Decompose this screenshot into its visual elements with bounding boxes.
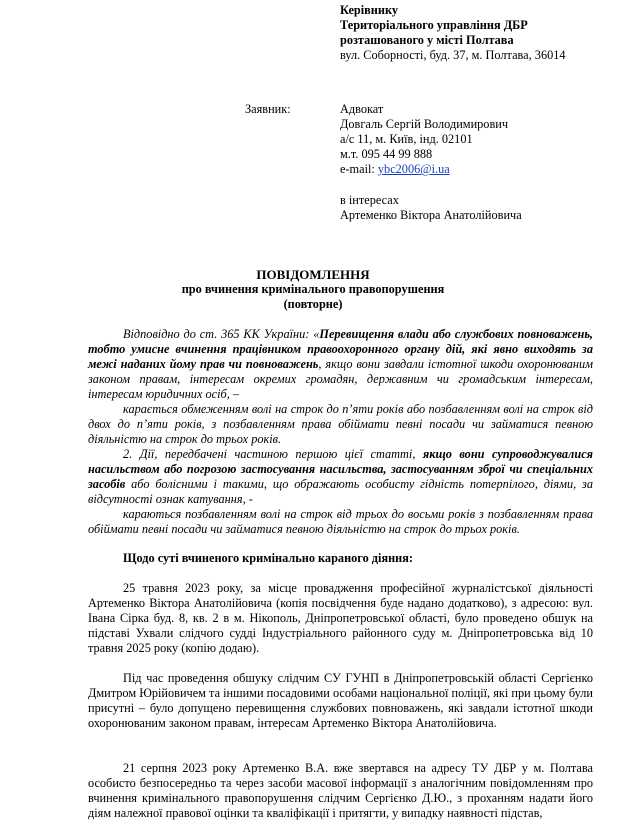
document-title: ПОВІДОМЛЕННЯ — [256, 267, 370, 282]
addressee-line: розташованого у місті Полтава — [340, 33, 514, 47]
section-heading: Щодо суті вчиненого кримінально караного діяння: — [123, 551, 414, 565]
applicant-block — [340, 102, 620, 223]
section-paragraph — [88, 761, 593, 821]
email-link[interactable]: ybc2006@i.ua — [377, 162, 450, 176]
client-name: Артеменко Віктора Анатолійовича — [340, 208, 522, 222]
law-text: , якщо вони завдали істотної шкоди охоронюваним законом правам, інтересам окремих громадян, державним чи громадським інтересам, інтересам юридичних осіб, – — [88, 357, 593, 401]
applicant-name: Довгаль Сергій Володимирович — [340, 117, 509, 131]
applicant-phone: м.т. 095 44 99 888 — [340, 147, 433, 161]
law-paragraph: карається обмеженням волі на строк до п’яти років або позбавленням волі на строк від двох до п’яти років, з позбавленням права обіймати певні посади чи займатися певною діяльністю на строк до трьох років. — [88, 402, 593, 446]
paragraph-text: 21 серпня 2023 року Артеменко В.А. вже звертався на адресу ТУ ДБР у м. Полтава особисто безпосередньо та через засоби масової інформації з аналогічним повідомленням про вчинення кримінального правопорушення слідчим Сергієнко Д.Ю., з проханням надати його діям належної правової оцінки та кваліфікації і притягти, у випадку наявності підстав, — [88, 761, 593, 820]
addressee-line: Територіального управління ДБР — [340, 18, 528, 32]
addressee-line: Керівнику — [340, 3, 399, 17]
addressee-block — [340, 3, 620, 63]
on-behalf-label: в інтересах — [340, 193, 399, 207]
document-subtitle: про вчинення кримінального правопорушення — [181, 282, 445, 296]
section-paragraph — [88, 581, 593, 656]
paragraph-text: Під час проведення обшуку слідчим СУ ГУНП в Дніпропетровській області Сергієнко Дмитром Юрійовичем та іншими посадовими особами національної поліції, які при цьому були присутні – було допущено перевищення службових повноважень, які завдали істотної шкоди охоронюваним законом правам, інтересам Артеменко Віктора Анатолійовича. — [88, 671, 593, 730]
addressee-address: вул. Соборності, буд. 37, м. Полтава, 36014 — [340, 48, 566, 62]
section-paragraph — [88, 671, 593, 731]
law-emphasis: Перевищення влади або службових повноважень, тобто умисне вчинення працівником правоохоронного органу дій, які явно виходять за межі наданих йому прав чи повноважень — [88, 327, 594, 371]
applicant-title: Адвокат — [340, 102, 384, 116]
applicant-label: Заявник: — [245, 102, 291, 116]
paragraph-text: 25 травня 2023 року, за місце провадження професійної журналістської діяльності Артеменко Віктора Анатолійовича (копія посвідчення буде надано додатково), з адресою: вул. Івана Сірка буд. 8, кв. 2 в м. Нікополь, Дніпропетровської області, було проведено обшук на підставі Ухвали слідчого судді Індустріального районного суду м. Дніпропетровська від 10 травня 2025 року (копію додаю). — [88, 581, 593, 655]
law-paragraph — [88, 447, 593, 507]
law-intro: Відповідно до ст. 365 КК України: « — [123, 327, 320, 341]
document-heading — [0, 267, 626, 312]
law-paragraph: караються позбавленням волі на строк від трьох до восьми років з позбавленням права обіймати певні посади чи займатися певною діяльністю на строк до трьох років. — [88, 507, 593, 536]
law-text: 2. Дії, передбачені частиною першою цієї статті, — [123, 447, 423, 461]
law-text: або болісними і такими, що ображають особисту гідність потерпілого, діями, за відсутності ознак катування, - — [88, 477, 593, 506]
applicant-email-line — [340, 162, 620, 177]
law-emphasis: якщо вони супроводжувалися насильством або погрозою застосування насильства, застосуванням зброї чи спеціальних засобів — [88, 447, 594, 491]
applicant-address: а/с 11, м. Київ, інд. 02101 — [340, 132, 473, 146]
document-note: (повторне) — [283, 297, 343, 311]
law-citation — [88, 327, 593, 537]
email-label: e-mail: — [340, 162, 378, 176]
law-paragraph — [88, 327, 593, 402]
